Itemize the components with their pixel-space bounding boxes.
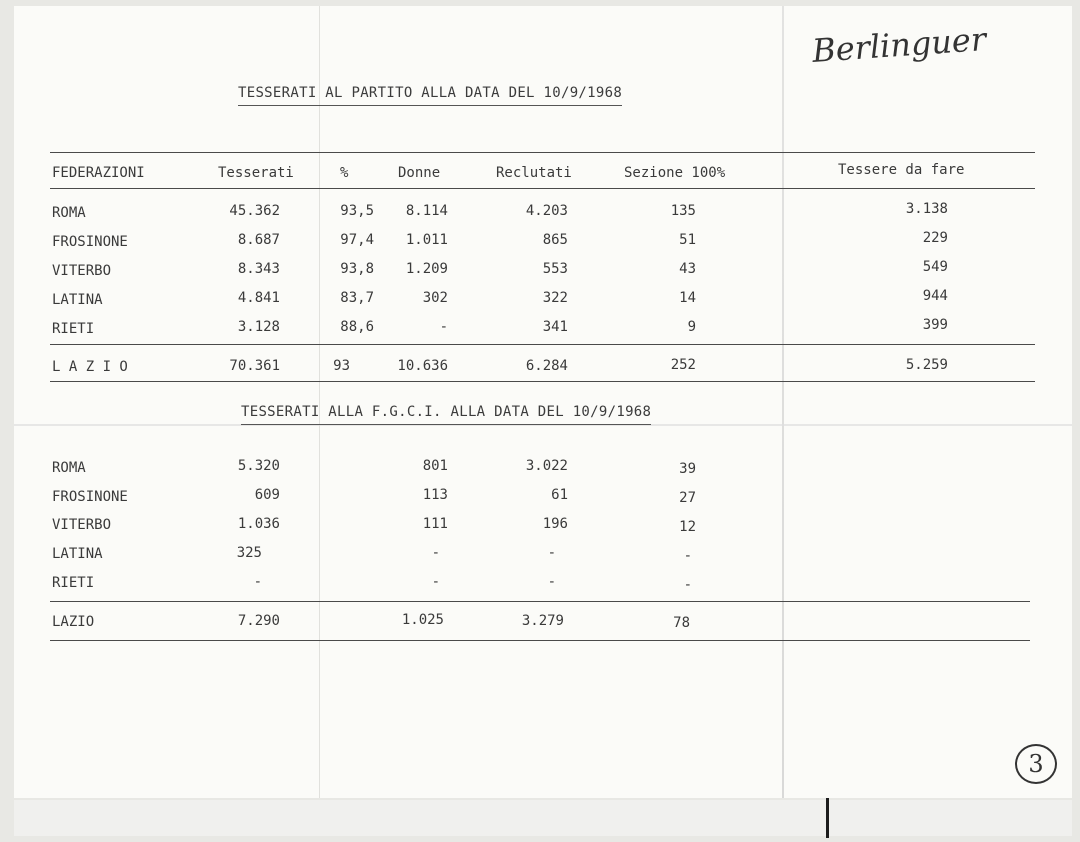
table2-total-rule	[50, 601, 1030, 602]
donne-value: 111	[422, 516, 448, 532]
percent-value: 88,6	[340, 319, 374, 335]
total-sezione: 252	[670, 357, 696, 373]
header-donne: Donne	[398, 165, 441, 181]
table1-bottom-rule	[50, 381, 1035, 382]
table1-total-rule	[50, 344, 1035, 345]
header-tesserati: Tesserati	[218, 165, 294, 181]
sezione-value: 12	[679, 519, 696, 535]
document-sheet	[14, 6, 1072, 798]
tesserati-value: -	[253, 574, 262, 590]
tesserati-value: 4.841	[237, 290, 280, 306]
header-federazioni: FEDERAZIONI	[52, 165, 145, 181]
percent-value: 93,5	[340, 203, 374, 219]
table1-top-rule	[50, 152, 1035, 153]
sezione-value: 9	[687, 319, 696, 335]
donne-value: 302	[422, 290, 448, 306]
sezione-value: 27	[679, 490, 696, 506]
page-number-stamp: 3	[1015, 744, 1057, 784]
federazione-name: FROSINONE	[52, 234, 128, 250]
donne-value: 1.209	[405, 261, 448, 277]
percent-value: 97,4	[340, 232, 374, 248]
page-bottom-margin	[14, 800, 1072, 836]
reclutati-value: 322	[542, 290, 568, 306]
percent-value: 93,8	[340, 261, 374, 277]
federazione-name: FROSINONE	[52, 489, 128, 505]
header-reclutati: Reclutati	[496, 165, 572, 181]
reclutati-value: 865	[542, 232, 568, 248]
total-donne: 1.025	[401, 612, 444, 628]
tessere-value: 944	[922, 288, 948, 304]
reclutati-value: 61	[551, 487, 568, 503]
federazione-name: VITERBO	[52, 517, 112, 533]
total-percent: 93	[333, 358, 350, 374]
total-reclutati: 6.284	[525, 358, 568, 374]
tesserati-value: 325	[236, 545, 262, 561]
reclutati-value: 196	[542, 516, 568, 532]
sezione-value: -	[683, 548, 692, 564]
total-label: L A Z I O	[52, 359, 128, 375]
reclutati-value: 341	[542, 319, 568, 335]
tesserati-value: 3.128	[237, 319, 280, 335]
donne-value: 113	[422, 487, 448, 503]
federazione-name: LATINA	[52, 292, 103, 308]
table2-bottom-rule	[50, 640, 1030, 641]
total-donne: 10.636	[397, 358, 448, 374]
header-tessere-da-fare: Tessere da fare	[838, 162, 965, 178]
donne-value: 801	[422, 458, 448, 474]
reclutati-value: 553	[542, 261, 568, 277]
reclutati-value: -	[547, 574, 556, 590]
reclutati-value: 3.022	[525, 458, 568, 474]
handwritten-signature: Berlinguer	[810, 19, 988, 71]
donne-value: -	[431, 545, 440, 561]
header-sezione: Sezione 100%	[624, 165, 726, 181]
tessere-value: 399	[922, 317, 948, 333]
tessere-value: 549	[922, 259, 948, 275]
tesserati-value: 8.343	[237, 261, 280, 277]
federazione-name: RIETI	[52, 321, 95, 337]
federazione-name: RIETI	[52, 575, 95, 591]
federazione-name: ROMA	[52, 205, 86, 221]
donne-value: -	[439, 319, 448, 335]
section2-title: TESSERATI ALLA F.G.C.I. ALLA DATA DEL 10/9/1968	[241, 404, 651, 425]
donne-value: 8.114	[405, 203, 448, 219]
percent-value: 83,7	[340, 290, 374, 306]
fold-crease	[319, 6, 320, 798]
table1-header-rule	[50, 188, 1035, 189]
total-sezione: 78	[673, 615, 690, 631]
tesserati-value: 45.362	[229, 203, 280, 219]
fold-crease	[782, 6, 784, 798]
tessere-value: 229	[922, 230, 948, 246]
tessere-value: 3.138	[905, 201, 948, 217]
sezione-value: -	[683, 577, 692, 593]
federazione-name: LATINA	[52, 546, 103, 562]
paper-tear	[826, 798, 829, 838]
tesserati-value: 609	[254, 487, 280, 503]
sezione-value: 43	[679, 261, 696, 277]
federazione-name: VITERBO	[52, 263, 112, 279]
donne-value: 1.011	[405, 232, 448, 248]
sezione-value: 39	[679, 461, 696, 477]
federazione-name: ROMA	[52, 460, 86, 476]
total-label: LAZIO	[52, 614, 95, 630]
total-tesserati: 70.361	[229, 358, 280, 374]
sezione-value: 14	[679, 290, 696, 306]
total-reclutati: 3.279	[521, 613, 564, 629]
reclutati-value: -	[547, 545, 556, 561]
sezione-value: 135	[670, 203, 696, 219]
total-tesserati: 7.290	[237, 613, 280, 629]
donne-value: -	[431, 574, 440, 590]
total-tessere: 5.259	[905, 357, 948, 373]
header-percent: %	[340, 165, 349, 181]
sezione-value: 51	[679, 232, 696, 248]
reclutati-value: 4.203	[525, 203, 568, 219]
tesserati-value: 8.687	[237, 232, 280, 248]
tesserati-value: 1.036	[237, 516, 280, 532]
section1-title: TESSERATI AL PARTITO ALLA DATA DEL 10/9/1968	[238, 85, 622, 106]
tesserati-value: 5.320	[237, 458, 280, 474]
